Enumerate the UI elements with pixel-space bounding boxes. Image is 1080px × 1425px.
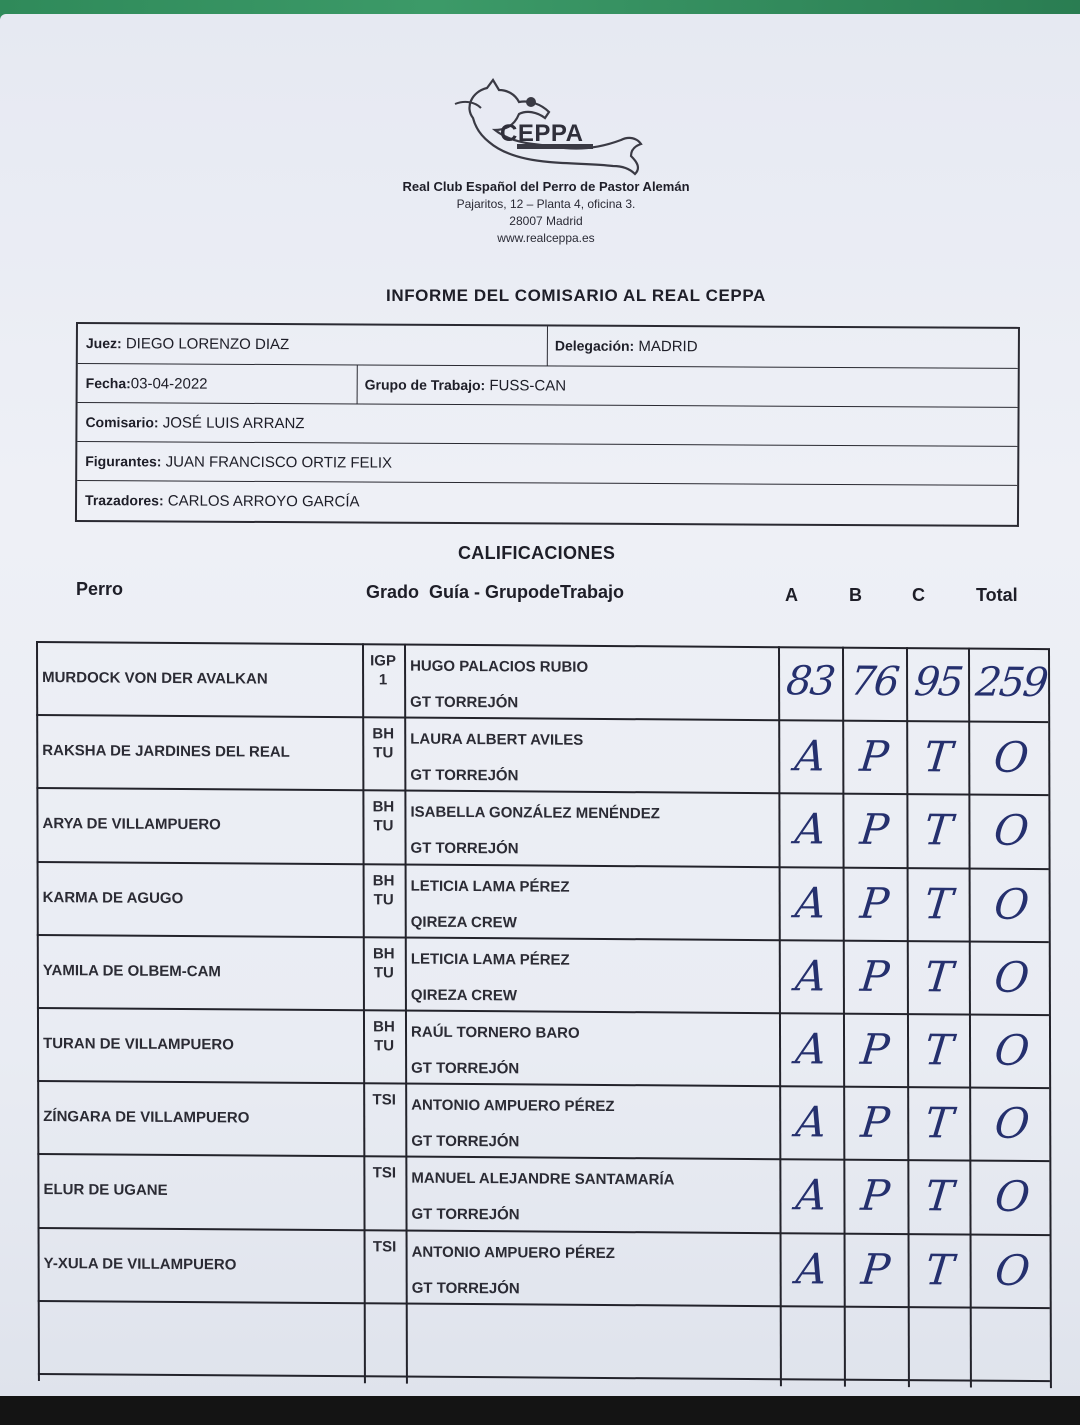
table-row-line [38,1300,1050,1309]
score-b: P [858,1244,893,1294]
grupo-trabajo: QIREZA CREW [410,913,517,931]
score-total: O [992,952,1032,1002]
dog-name: ELUR DE UGANE [43,1181,168,1200]
figurantes-value: JUAN FRANCISCO ORTIZ FELIX [165,453,393,472]
score-c: T [921,732,955,782]
info-row-fecha [78,363,1018,408]
grado: TSI [372,1164,397,1182]
column-header-total: Total [976,585,1018,605]
score-a: 83 [784,658,836,705]
table-row-line [37,1153,1049,1162]
score-b: P [858,1171,893,1221]
fecha-label: Fecha: [85,375,131,392]
score-b: 76 [848,658,900,705]
club-name: Real Club Español del Perro de Pastor Alemán [402,179,690,194]
dog-name: Y-XULA DE VILLAMPUERO [43,1254,237,1273]
comisario-value: JOSÉ LUIS ARRANZ [162,414,305,433]
score-b: P [857,731,891,782]
grado: BH TU [372,725,395,762]
bottom-black-bar [0,1396,1080,1425]
score-total: O [992,1098,1032,1149]
report-title: INFORME DEL COMISARIO AL REAL CEPPA [386,286,766,305]
guia-name: LAURA ALBERT AVILES [410,730,584,750]
grupo-trabajo: GT TORREJÓN [410,693,519,712]
score-b: P [858,951,892,1001]
score-c: T [922,1098,956,1148]
score-total: O [992,1245,1033,1295]
table-row-line [38,1373,1050,1382]
grupo-trabajo-label: Grupo de Trabajo: [364,376,486,394]
info-row-figurantes [77,441,1017,486]
trazadores-label: Trazadores: [85,492,164,509]
info-table [75,322,1020,527]
trazadores-value: CARLOS ARROYO GARCÍA [167,492,360,511]
score-total: O [991,879,1032,929]
table-row-line [37,1007,1049,1016]
dog-name: TURAN DE VILLAMPUERO [43,1035,234,1054]
comisario-label: Comisario: [85,414,159,431]
score-a: A [793,1097,829,1147]
guia-name: RAÚL TORNERO BARO [410,1023,580,1042]
grupo-trabajo: GT TORREJÓN [410,766,519,785]
score-a: A [793,1243,830,1294]
column-header-c: C [912,585,925,605]
score-total: O [991,806,1032,856]
juez-label: Juez: [85,335,122,352]
score-b: P [858,1024,892,1074]
column-header-grado-guia: Grado Guía - GrupodeTrabajo [366,582,625,602]
table-row-line [37,1080,1049,1089]
grupo-trabajo: GT TORREJÓN [411,1279,520,1297]
table-row-line [37,934,1049,943]
juez-value: DIEGO LORENZO DIAZ [125,335,290,354]
score-total: O [991,732,1032,783]
score-a: A [793,1170,830,1220]
guia-name: LETICIA LAMA PÉREZ [410,950,570,969]
table-row-line [38,1227,1050,1236]
delegacion-value: MADRID [638,337,698,356]
score-a: A [792,731,828,781]
fecha-value: 03-04-2022 [130,375,208,393]
guia-name: HUGO PALACIOS RUBIO [410,657,589,676]
info-row-juez [78,324,1018,368]
club-website: www.realceppa.es [497,231,595,245]
score-b: P [858,878,892,928]
logo-wordmark: CEPPA [500,120,584,147]
score-a: A [793,1024,829,1074]
grado: IGP 1 [370,652,396,689]
grupo-trabajo: GT TORREJÓN [410,840,519,858]
guia-name: ISABELLA GONZÁLEZ MENÉNDEZ [410,804,660,823]
club-city: 28007 Madrid [509,214,583,228]
score-a: A [792,804,829,854]
score-c: T [922,1171,956,1221]
column-header-b: B [849,585,862,605]
score-a: A [792,877,829,928]
table-row-line [36,787,1048,796]
grado: BH TU [372,945,395,982]
score-total: O [992,1172,1033,1222]
table-row-line [37,861,1049,870]
grupo-trabajo: QIREZA CREW [410,986,518,1005]
grupo-trabajo: GT TORREJÓN [411,1059,520,1078]
club-address: Pajaritos, 12 – Planta 4, oficina 3. [456,197,636,211]
grado: BH TU [372,798,395,835]
guia-name: ANTONIO AMPUERO PÉREZ [411,1243,615,1262]
info-row-comisario [77,402,1017,447]
guia-name: LETICIA LAMA PÉREZ [410,877,570,896]
grado: BH TU [372,871,395,909]
guia-name: ANTONIO AMPUERO PÉREZ [411,1096,615,1116]
grupo-trabajo: GT TORREJÓN [411,1206,520,1224]
dog-name: ZÍNGARA DE VILLAMPUERO [43,1108,250,1127]
grupo-trabajo: GT TORREJÓN [411,1132,520,1151]
score-total: O [992,1025,1032,1075]
score-a: A [793,951,829,1001]
score-c: T [922,878,956,928]
grupo-trabajo-value: FUSS-CAN [489,377,567,395]
dog-name: RAKSHA DE JARDINES DEL REAL [42,742,290,761]
grado: TSI [372,1237,397,1256]
score-c: T [923,1244,957,1294]
column-header-perro: Perro [76,579,124,599]
score-b: P [858,1097,892,1148]
dog-name: ARYA DE VILLAMPUERO [42,815,221,834]
grades-table [36,641,1050,1388]
dog-name: MURDOCK VON DER AVALKAN [42,669,268,688]
score-c: T [922,952,956,1002]
score-b: P [857,805,892,855]
grado: BH TU [373,1018,395,1055]
column-header-a: A [785,585,798,605]
score-c: T [922,1025,956,1075]
table-row-line [36,714,1048,723]
guia-name: MANUEL ALEJANDRE SANTAMARÍA [411,1170,675,1189]
figurantes-label: Figurantes: [85,453,162,470]
dog-name: YAMILA DE OLBEM-CAM [42,961,221,981]
score-c: 95 [912,659,964,706]
dog-name: KARMA DE AGUGO [42,888,184,907]
table-column-line [404,644,408,1384]
score-total: 259 [973,659,1049,707]
calificaciones-title: CALIFICACIONES [458,543,616,563]
info-row-trazadores [77,480,1017,525]
delegacion-label: Delegación: [554,337,635,354]
grado: TSI [372,1091,396,1109]
score-c: T [921,805,955,855]
